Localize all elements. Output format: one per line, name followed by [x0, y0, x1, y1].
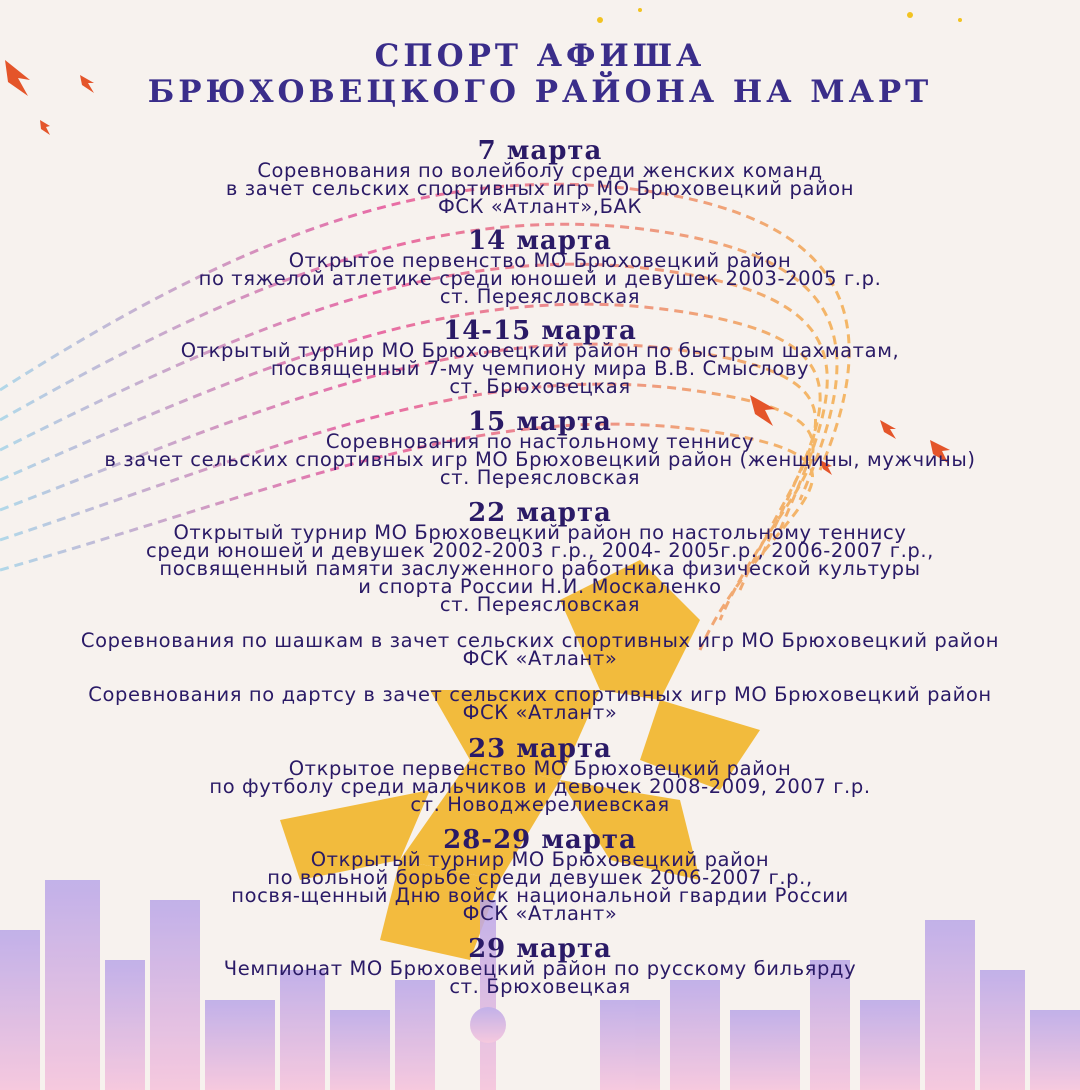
event-line: Соревнования по шашкам в зачет сельских спортивных игр МО Брюховецкий район — [80, 629, 1000, 652]
event-date: 22 марта — [468, 498, 612, 528]
event-line: ФСК «Атлант» — [462, 701, 618, 724]
event-line: ФСК «Атлант»,БАК — [438, 195, 642, 218]
event-line: Открытый турнир МО Брюховецкий район — [310, 848, 770, 871]
event-block — [0, 226, 1080, 308]
event-line: Открытое первенство МО Брюховецкий район — [288, 757, 792, 780]
event-line: в зачет сельских спортивных игр МО Брюховецкий район — [225, 177, 855, 200]
event-line: посвя-щенный Дню войск национальной гвардии России — [231, 884, 849, 907]
event-line: ст. Переясловская — [439, 593, 641, 616]
event-line: и спорта России Н.И. Москаленко — [358, 575, 722, 598]
event-block — [0, 683, 1080, 724]
event-line: по вольной борьбе среди девушек 2006-2007 г.р., — [267, 866, 813, 889]
event-line: ст. Брюховецкая — [449, 375, 631, 398]
event-block — [0, 407, 1080, 489]
event-line: ФСК «Атлант» — [462, 902, 618, 925]
event-line: Соревнования по волейболу среди женских команд — [257, 159, 823, 182]
event-line: Соревнования по дартсу в зачет сельских спортивных игр МО Брюховецкий район — [88, 683, 992, 706]
event-date: 7 марта — [477, 136, 603, 166]
event-line: ФСК «Атлант» — [462, 647, 618, 670]
event-date: 15 марта — [468, 407, 612, 437]
event-line: ст. Брюховецкая — [449, 975, 631, 998]
event-block — [0, 734, 1080, 816]
event-line: ст. Переясловская — [439, 285, 641, 308]
event-line: Чемпионат МО Брюховецкий район по русскому бильярду — [223, 957, 857, 980]
event-date: 29 марта — [468, 934, 612, 964]
event-line: ст. Переясловская — [439, 466, 641, 489]
event-date: 23 марта — [468, 734, 612, 764]
event-date: 28-29 марта — [443, 825, 637, 855]
event-line: посвященный 7-му чемпиону мира В.В. Смыслову — [270, 357, 810, 380]
event-block — [0, 316, 1080, 398]
event-block — [0, 825, 1080, 925]
poster-title-line-1: СПОРТ АФИША — [374, 38, 706, 74]
poster-title-line-2: БРЮХОВЕЦКОГО РАЙОНА НА МАРТ — [147, 74, 933, 110]
event-date: 14-15 марта — [443, 316, 637, 346]
event-line: среди юношей и девушек 2002-2003 г.р., 2004- 2005г.р., 2006-2007 г.р., — [146, 539, 934, 562]
event-line: в зачет сельских спортивных игр МО Брюховецкий район (женщины, мужчины) — [104, 448, 976, 471]
event-line: Открытое первенство МО Брюховецкий район — [288, 249, 792, 272]
event-block — [0, 629, 1080, 670]
event-line: Открытый турнир МО Брюховецкий район по настольному теннису — [173, 521, 907, 544]
event-date: 14 марта — [468, 226, 612, 256]
event-line: Соревнования по настольному теннису — [325, 430, 755, 453]
event-block — [0, 934, 1080, 998]
event-line: Открытый турнир МО Брюховецкий район по быстрым шахматам, — [180, 339, 900, 362]
event-line: ст. Новоджерелиевская — [410, 793, 670, 816]
event-line: по тяжелой атлетике среди юношей и девушек 2003-2005 г.р. — [198, 267, 882, 290]
event-block — [0, 498, 1080, 616]
event-block — [0, 136, 1080, 218]
event-line: посвященный памяти заслуженного работника физической культуры — [159, 557, 921, 580]
event-line: по футболу среди мальчиков и девочек 2008-2009, 2007 г.р. — [209, 775, 871, 798]
